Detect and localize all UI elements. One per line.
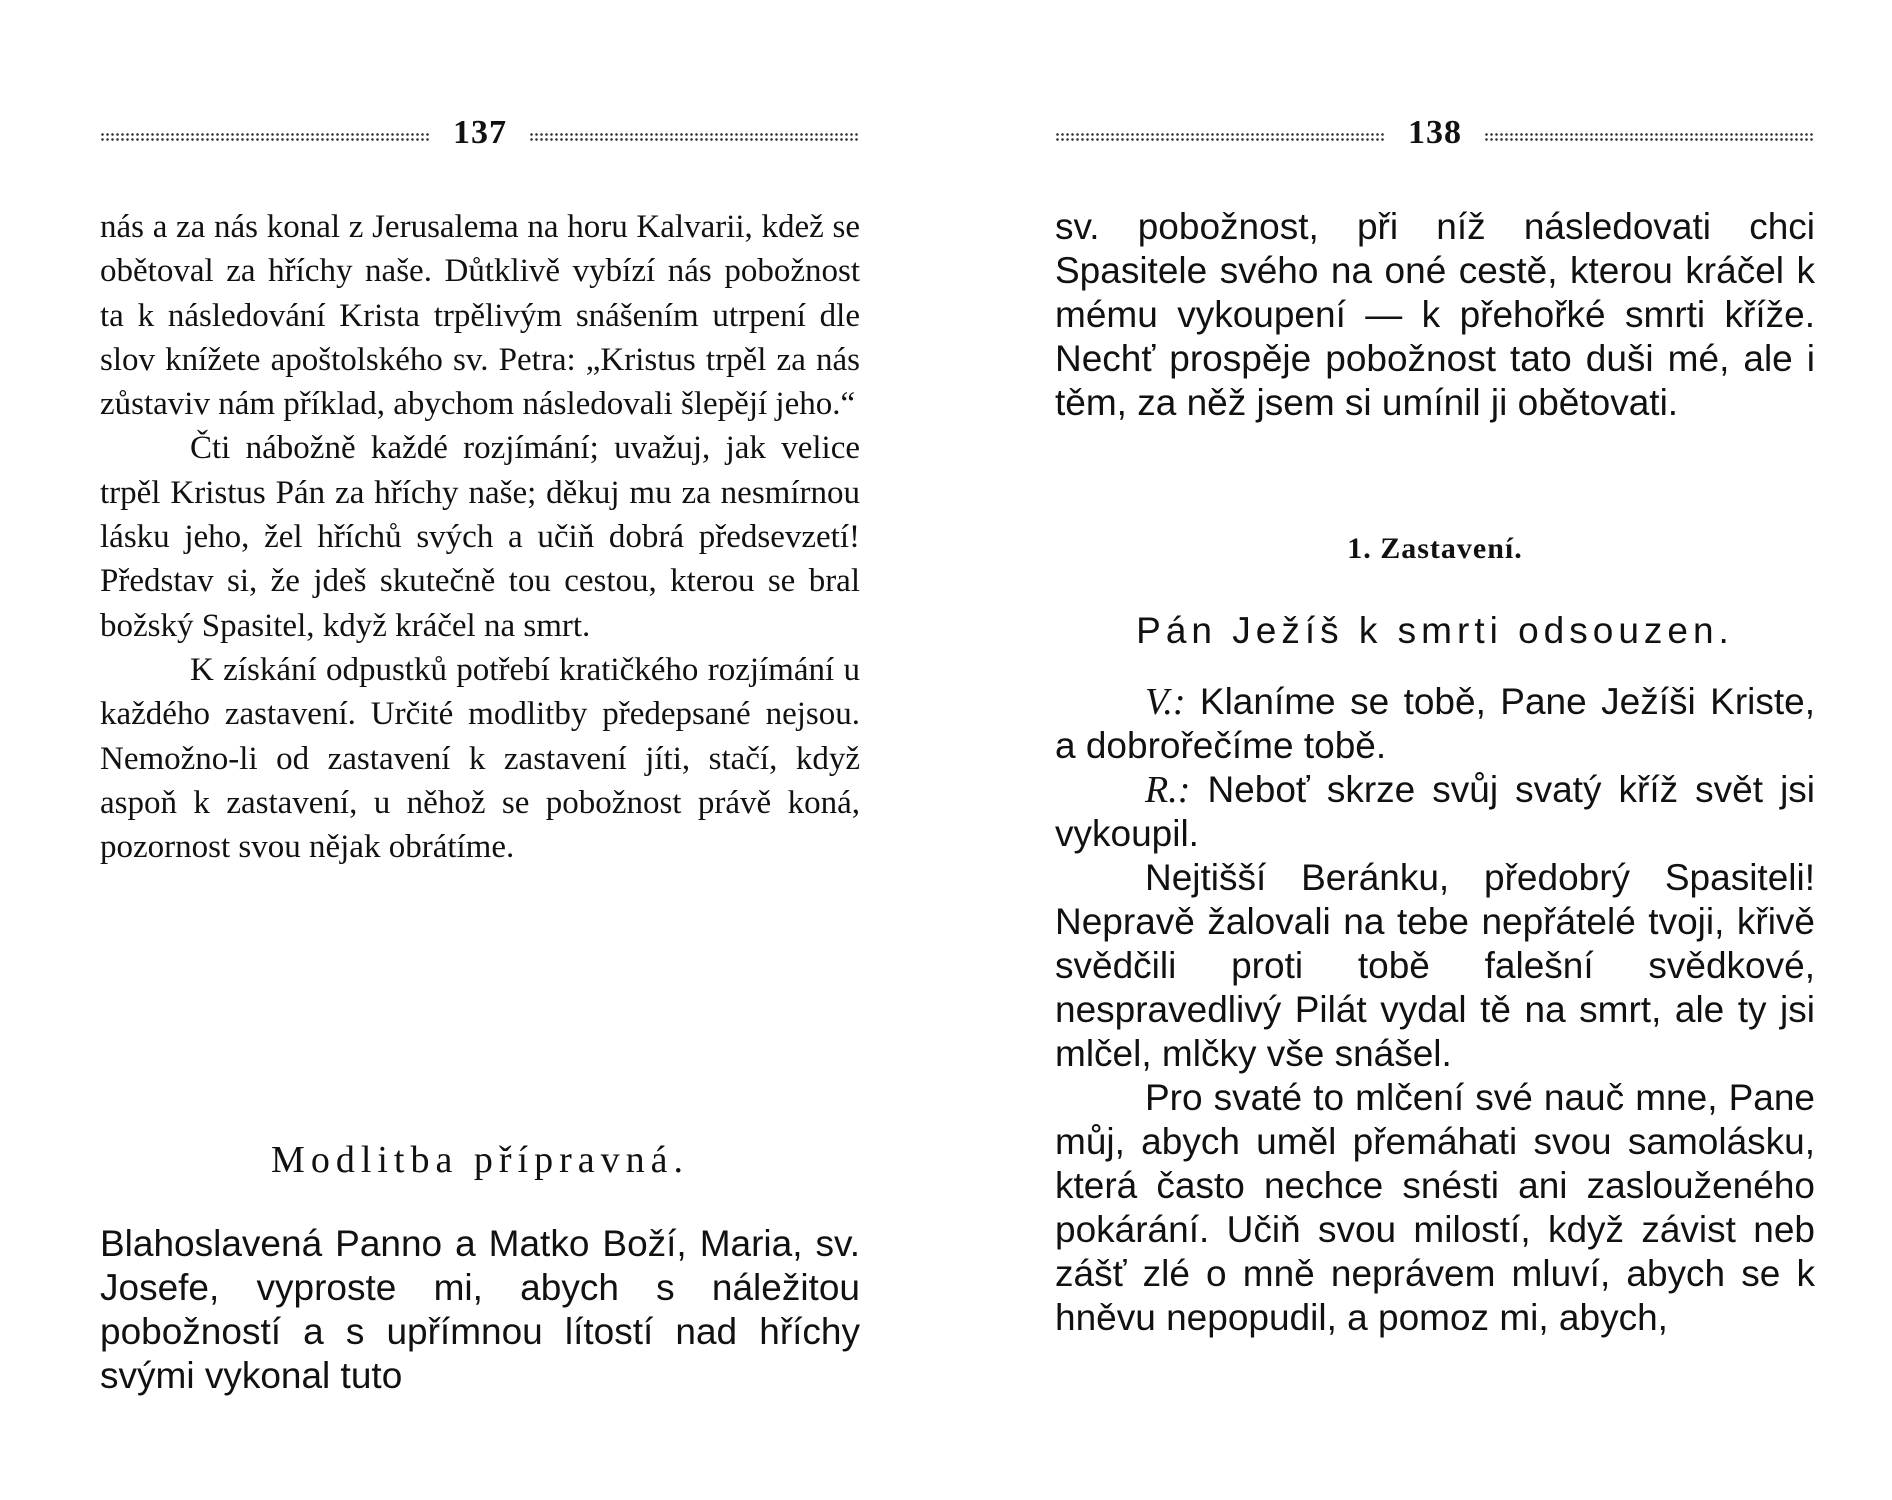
left-page xyxy=(100,0,860,1500)
header-dotted-rule xyxy=(529,132,860,142)
page-number: 137 xyxy=(453,114,507,151)
section-title: Modlitba přípravná. xyxy=(271,1139,689,1181)
page-number: 138 xyxy=(1408,114,1462,151)
right-paragraph-2: Pro svaté to mlčení své nauč mne, Pane můj, abych uměl přemáhati svou samolásku, která často nechce snésti ani zaslouženého pokárání. Učiň svou milostí, když závist neb zášť zlé o mně neprávem mluví, abych se k hněvu nepopudil, a pomoz mi, abych, xyxy=(1055,1077,1815,1338)
left-page-body xyxy=(100,205,860,869)
left-page-header xyxy=(100,108,860,158)
right-paragraph-1: Nejtišší Beránku, předobrý Spasiteli! Nepravě žalovali na tebe nepřátelé tvoji, křivě svědčili proti tobě falešní svědkové, nespravedlivý Pilát vydal tě na smrt, ale ty jsi mlčel, mlčky vše snášel. xyxy=(1055,857,1815,1074)
intro-text: sv. pobožnost, při níž následovati chci Spasitele svého na oné cestě, kterou kráčel k mému vykoupení — k přehořké smrti kříže. Nechť prospěje pobožnost tato duši mé, ale i těm, za něž jsem si umínil ji obětovati. xyxy=(1055,206,1815,423)
header-dotted-rule xyxy=(100,132,431,142)
right-page-header xyxy=(1055,108,1815,158)
station-title: Pán Ježíš k smrti odsouzen. xyxy=(1136,610,1734,651)
versicle-text: Klaníme se tobě, Pane Ježíši Kriste, a dobrořečíme tobě. xyxy=(1055,681,1815,766)
left-paragraph-1: nás a za nás konal z Jerusalema na horu Kalvarii, kdež se obětoval za hříchy naše. Důtklivě vybízí nás pobožnost ta k následování Krista trpělivým snášením utrpení dle slov knížete apoštolského sv. Petra: „Kristus trpěl za nás zůstaviv nám příklad, abychom následovali šlepějí jeho.“ xyxy=(100,209,860,423)
station-heading: 1. Zastavení. xyxy=(1347,532,1523,565)
versicle-label: V.: xyxy=(1145,681,1186,723)
left-paragraph-2: Čti nábožně každé rozjímání; uvažuj, jak velice trpěl Kristus Pán za hříchy naše; děkuj mu za nesmírnou lásku jeho, žel hříchů svých a učiň dobrá předsevzetí! Představ si, že jdeš skutečně tou cestou, kterou se bral božský Spasitel, když kráčel na smrt. xyxy=(100,430,860,644)
header-dotted-rule xyxy=(1484,132,1815,142)
response-text: Neboť skrze svůj svatý kříž svět jsi vykoupil. xyxy=(1055,769,1816,854)
response-label: R.: xyxy=(1145,769,1191,811)
left-paragraph-3: K získání odpustků potřebí kratičkého rozjímání u každého zastavení. Určité modlitby předepsané nejsou. Nemožno-li od zastavení k zastavení jíti, stačí, když aspoň k zastavení, u něhož se pobožnost právě koná, pozornost svou nějak obrátíme. xyxy=(100,651,860,866)
prayer-text: Blahoslavená Panno a Matko Boží, Maria, sv. Josefe, vyproste mi, abych s náležitou pobožností a s upřímnou lítostí nad hříchy svými vykonal tuto xyxy=(100,1223,860,1396)
right-page-body xyxy=(1055,680,1815,1340)
intro-text-block xyxy=(1055,205,1815,425)
right-page xyxy=(1055,0,1815,1500)
header-dotted-rule xyxy=(1055,132,1386,142)
versicle xyxy=(1055,680,1815,768)
response xyxy=(1055,768,1815,856)
